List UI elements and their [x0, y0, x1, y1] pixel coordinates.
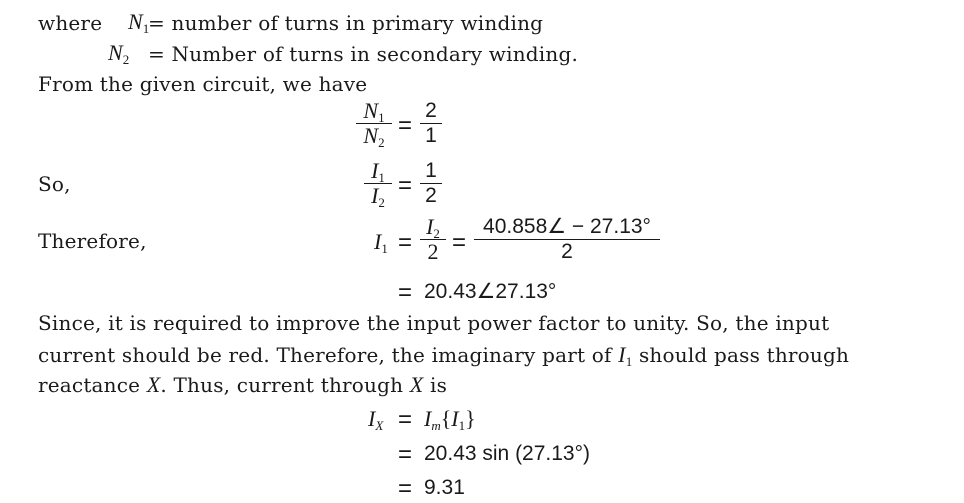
ix-final-value: 9.31 — [424, 476, 465, 499]
x-inline-symbol: X — [409, 372, 424, 397]
equals-sign: = — [398, 441, 413, 468]
i1-inline-symbol: $I_1$ — [618, 342, 633, 369]
turns-ratio-fraction: $N_1$ $N_2$ — [356, 100, 392, 147]
current-ratio-fraction: $I_1$ $I_2$ — [364, 160, 392, 207]
equals-sign: = — [398, 406, 413, 433]
paragraph-line-2: current should be red. Therefore, the imaginary part of $I_1$ should pass through — [38, 342, 850, 369]
paragraph-line-3: reactance X. Thus, current through X is — [38, 372, 448, 397]
paragraph-line-1: Since, it is required to improve the input power factor to unity. So, the input — [38, 311, 830, 335]
equals-sign: = — [398, 172, 413, 199]
n2-symbol: $N_2$ — [108, 40, 130, 67]
phasor-fraction: 40.858∠ − 27.13° 2 — [474, 216, 660, 263]
n2-definition: = Number of turns in secondary winding. — [148, 42, 579, 66]
equals-sign: = — [452, 229, 467, 256]
ix-sine-expression: 20.43 sin (27.13°) — [424, 442, 591, 465]
current-value-fraction: 1 2 — [420, 160, 442, 207]
i1-result-value: 20.43∠27.13° — [424, 280, 557, 303]
equals-sign: = — [398, 475, 413, 502]
i1-symbol: $I_1$ — [374, 229, 388, 256]
therefore-label: Therefore, — [38, 229, 147, 253]
equals-sign: = — [398, 112, 413, 139]
i2-over-2-fraction: $I_2$ 2 — [420, 216, 446, 263]
intro-text: From the given circuit, we have — [38, 72, 368, 96]
equals-sign: = — [398, 229, 413, 256]
x-inline-symbol: X — [146, 372, 161, 397]
where-label: where — [38, 11, 103, 35]
turns-value-fraction: 2 1 — [420, 100, 442, 147]
so-label: So, — [38, 172, 71, 196]
n1-definition: = number of turns in primary winding — [148, 11, 544, 35]
equals-sign: = — [398, 279, 413, 306]
imaginary-part-expression: $I_m\{I_1\}$ — [424, 406, 476, 433]
ix-symbol: $I_X$ — [368, 406, 384, 433]
n1-symbol: $N_1$ — [128, 9, 150, 36]
